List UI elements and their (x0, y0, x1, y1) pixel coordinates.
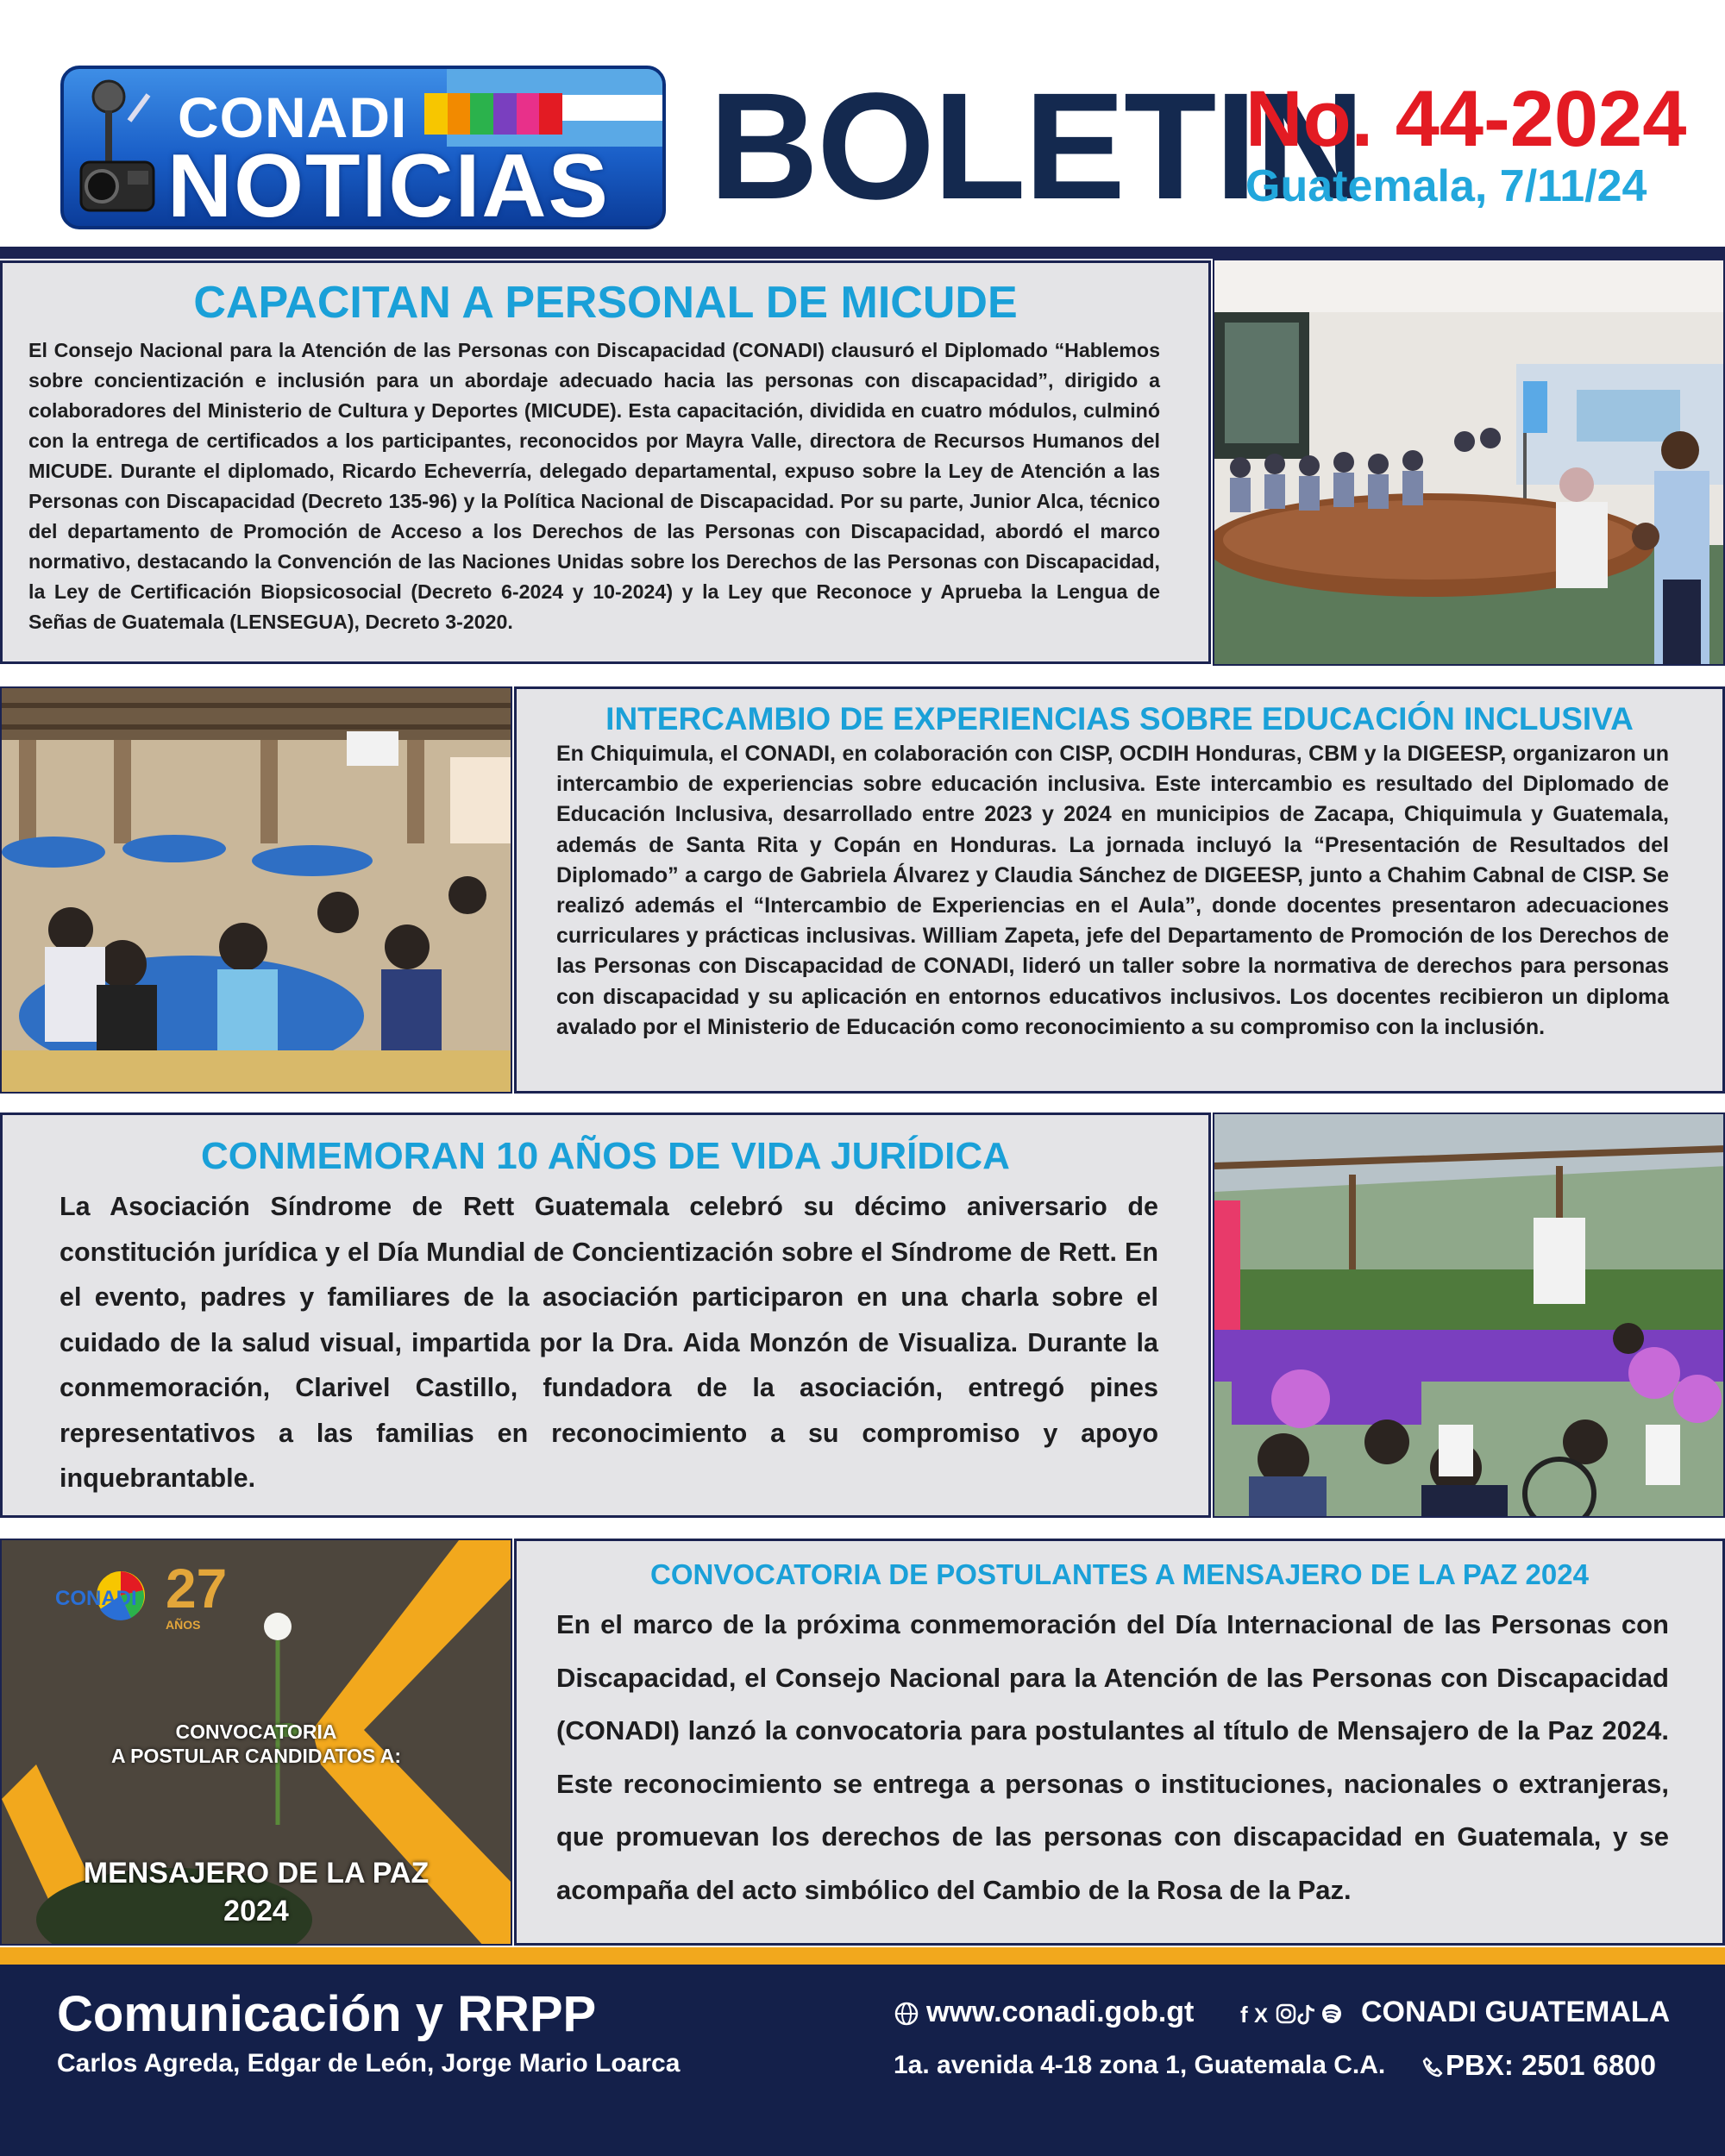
bulletin-label: BOLETIN (709, 62, 1364, 231)
anniversary-word: AÑOS (166, 1618, 201, 1632)
poster-logo-text: CONADI (55, 1587, 137, 1610)
bulletin-date: Guatemala, 7/11/24 (1245, 161, 1647, 211)
article-title: CONMEMORAN 10 AÑOS DE VIDA JURÍDICA (201, 1135, 1010, 1177)
instagram-icon[interactable] (1277, 2005, 1295, 2022)
website-link[interactable]: www.conadi.gob.gt (926, 1996, 1195, 2028)
article-micude (0, 260, 1211, 664)
photo-micude-ceremony (1213, 259, 1725, 666)
footer-social[interactable] (1239, 1996, 1670, 2029)
footer-phone[interactable] (1421, 2049, 1656, 2082)
article-body: En Chiquimula, el CONADI, en colaboración con CISP, OCDIH Honduras, CBM y la DIGEESP, organizaron un intercambio de experiencias sobre educación inclusiva. Este intercambio es resultado del Diplomado de Educación Inclusiva, desarrollado entre 2023 y 2024 en municipios de Zacapa, Chiquimula y Guatemala, además de Santa Rita y Copán en Honduras. La jornada incluyó la “Presentación de Resultados del Diplomado” a cargo de Gabriela Álvarez y Claudia Sánchez de DIGEESP, junto a Chahim Cabnal de CISP. Se realizó además el “Intercambio de Experiencias en el Aula”, donde docentes presentaron adecuaciones curriculares y prácticas inclusivas. William Zapeta, jefe del Departamento de Promoción de los Derechos de las Personas con Discapacidad de CONADI, lideró un taller sobre la normativa de derechos para personas con discapacidad y su aplicación en entornos educativos inclusivos. Los docentes recibieron un diploma avalado por el Ministerio de Educación como reconocimiento a su compromiso con la inclusión. (556, 742, 1669, 1039)
anniversary-number: 27 (166, 1557, 228, 1620)
poster-line-4: 2024 (223, 1895, 289, 1927)
social-icons (1239, 2001, 1354, 2027)
svg-text:f: f (1240, 2002, 1248, 2028)
facebook-icon[interactable] (1240, 2002, 1248, 2027)
conadi-mini-logo (52, 1566, 147, 1626)
article-mensajero-de-la-paz (514, 1539, 1725, 1946)
social-handle: CONADI GUATEMALA (1361, 1996, 1671, 2028)
bulletin-number: No. 44-2024 (1245, 75, 1687, 163)
poster-mensajero-de-la-paz (0, 1539, 512, 1946)
phone-icon (1421, 2056, 1444, 2078)
photo-inclusive-education-event (0, 686, 512, 1094)
article-inclusive-education (514, 686, 1725, 1094)
footer-title: Comunicación y RRPP (57, 1986, 597, 2042)
microphone-camera-icon (76, 78, 162, 224)
tiktok-icon[interactable] (1299, 2005, 1314, 2023)
globe-icon (894, 2001, 919, 2027)
logo-brand-bottom: NOTICIAS (167, 136, 610, 229)
article-title: INTERCAMBIO DE EXPERIENCIAS SOBRE EDUCACIÓN INCLUSIVA (605, 701, 1634, 736)
photo-rett-event (1213, 1112, 1725, 1518)
poster-line-1: CONVOCATORIA (175, 1720, 337, 1743)
article-body: En el marco de la próxima conmemoración del Día Internacional de las Personas con Discapacidad, el Consejo Nacional para la Atención de las Personas con Discapacidad (CONADI) lanzó la convocatoria para postulantes al título de Mensajero de la Paz 2024. Este reconocimiento se entrega a personas o instituciones, nacionales o extranjeras, que promuevan los derechos de las personas con discapacidad en Guatemala, y se acompaña del acto simbólico del Cambio de la Rosa de la Paz. (556, 1609, 1669, 1905)
conadi-noticias-logo (60, 66, 666, 229)
article-body: El Consejo Nacional para la Atención de las Personas con Discapacidad (CONADI) clausuró el Diplomado “Hablemos sobre concientización e inclusión para un abordaje adecuado hacia las personas con discapacidad”, dirigido a colaboradores del Ministerio de Cultura y Deportes (MICUDE). Esta capacitación, dividida en cuatro módulos, culminó con la entrega de certificados a los participantes, reconocidos por Mayra Valle, directora de Recursos Humanos del MICUDE. Durante el diplomado, Ricardo Echeverría, delegado departamental, expuso sobre la Ley de Atención a las Personas con Discapacidad (Decreto 135-96) y la Política Nacional de Discapacidad. Por su parte, Junior Alca, técnico del departamento de Promoción de Acceso a los Derechos de las Personas con Discapacidad, abordó el marco normativo, destacando la Convención de las Naciones Unidas sobre los Derechos de las Personas con Discapacidad, la Ley de Certificación Biopsicosocial (Decreto 6-2024 y 10-2024) y la Ley que Reconoce y Aprueba la Lengua de Señas de Guatemala (LENSEGUA), Decreto 3-2020. (28, 339, 1160, 633)
article-title: CAPACITAN A PERSONAL DE MICUDE (193, 278, 1018, 328)
footer-team-names: Carlos Agreda, Edgar de León, Jorge Mario Loarca (57, 2049, 681, 2078)
spotify-icon[interactable] (1322, 2004, 1341, 2023)
poster-title (2, 1854, 511, 1930)
x-icon[interactable] (1254, 2004, 1268, 2027)
article-rett-anniversary (0, 1112, 1211, 1518)
footer-website[interactable] (894, 1996, 1194, 2029)
header-divider (0, 247, 1725, 259)
poster-line-3: MENSAJERO DE LA PAZ (83, 1857, 430, 1890)
footer-accent-line (0, 1947, 1725, 1965)
phone-number: PBX: 2501 6800 (1446, 2049, 1657, 2081)
footer-address: 1a. avenida 4-18 zona 1, Guatemala C.A. (894, 2051, 1386, 2079)
article-title: CONVOCATORIA DE POSTULANTES A MENSAJERO DE LA PAZ 2024 (650, 1558, 1589, 1590)
color-stripes (424, 93, 562, 135)
svg-text:X: X (1254, 2004, 1269, 2028)
poster-line-2: A POSTULAR CANDIDATOS A: (110, 1745, 402, 1767)
article-body: La Asociación Síndrome de Rett Guatemala celebró su décimo aniversario de constitución jurídica y el Día Mundial de Concientización sobre el Síndrome de Rett. En el evento, padres y familiares de la asociación participaron en una charla sobre el cuidado de la salud visual, impartida por la Dra. Aida Monzón de Visualiza. Durante la conmemoración, Clarivel Castillo, fundadora de la asociación, entregó pines representativos a las familias en reconocimiento a su compromiso y apoyo inquebrantable. (60, 1192, 1158, 1493)
logo-brand-top: CONADI (178, 85, 408, 149)
poster-heading (2, 1720, 511, 1768)
